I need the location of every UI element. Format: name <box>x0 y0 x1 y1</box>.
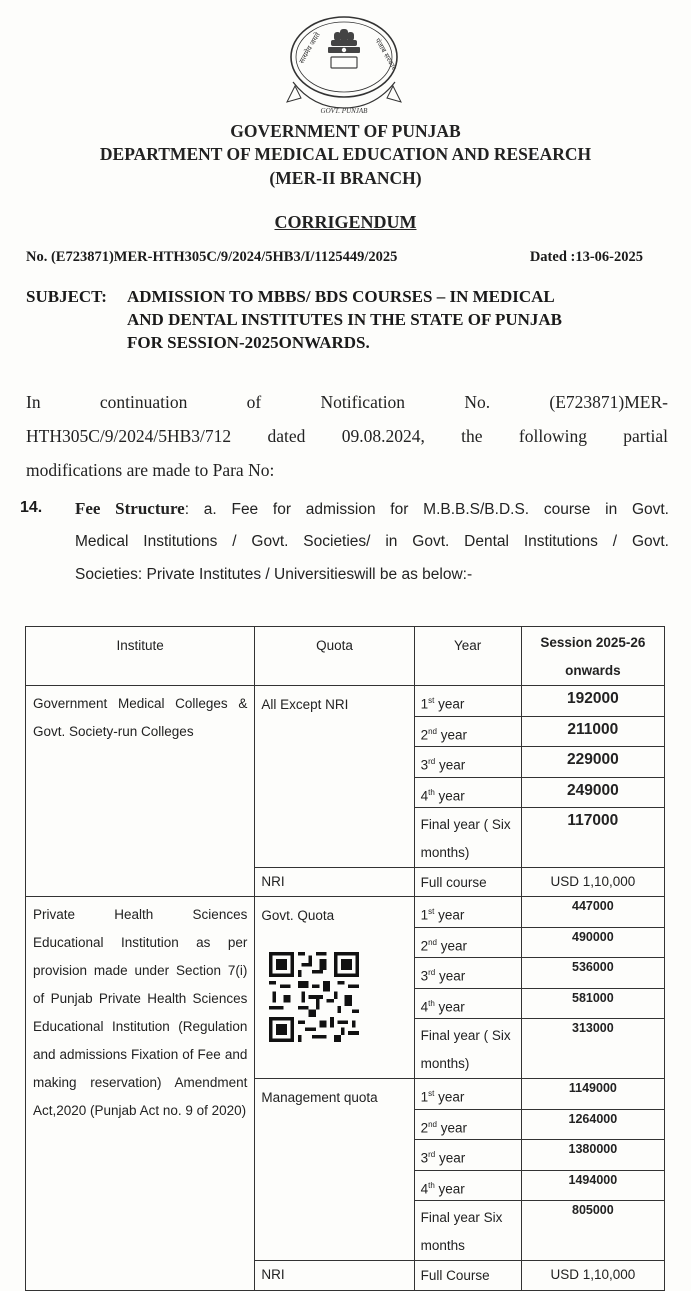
intro-line-2: HTH305C/9/2024/5HB3/712 dated 09.08.2024, the following partial <box>26 426 668 446</box>
institute-govt: Government Medical Colleges & Govt. Society-run Colleges <box>26 686 255 897</box>
year-cell: 4th year <box>414 988 521 1019</box>
year-cell: 4th year <box>414 1170 521 1201</box>
year-cell: 1st year <box>414 686 521 717</box>
header-session: Session 2025-26 onwards <box>521 627 664 686</box>
year-cell: 3rd year <box>414 747 521 778</box>
header-institute: Institute <box>26 627 255 686</box>
svg-text:GOVT. PUNJAB: GOVT. PUNJAB <box>320 107 368 115</box>
fee-value: 249000 <box>521 777 664 808</box>
subject-label: SUBJECT: <box>26 287 107 306</box>
fee-value: 1380000 <box>521 1140 664 1171</box>
year-cell: 1st year <box>414 1079 521 1110</box>
quota-management: Management quota <box>255 1079 414 1261</box>
fee-value: 229000 <box>521 747 664 778</box>
fee-line-2: Medical Institutions / Govt. Societies/ in Govt. Dental Institutions / Govt. <box>75 533 669 550</box>
subject-line-2: AND DENTAL INSTITUTES IN THE STATE OF PUNJAB <box>127 310 563 329</box>
fee-value: 581000 <box>521 988 664 1019</box>
document-date: Dated :13-06-2025 <box>529 249 643 265</box>
fee-table <box>25 626 665 1291</box>
year-cell: 2nd year <box>414 1109 521 1140</box>
quota-all-except-nri: All Except NRI <box>255 686 414 868</box>
fee-value: USD 1,10,000 <box>521 1261 664 1291</box>
fee-value: 211000 <box>521 716 664 747</box>
document-title: CORRIGENDUM <box>274 212 417 232</box>
year-cell: Final year ( Six months) <box>414 808 521 868</box>
govt-name: GOVERNMENT OF PUNJAB <box>230 121 461 141</box>
year-cell: 4th year <box>414 777 521 808</box>
para-number: 14. <box>20 499 43 516</box>
quota-nri-private: NRI <box>255 1261 414 1291</box>
quota-nri: NRI <box>255 868 414 897</box>
fee-value: 1494000 <box>521 1170 664 1201</box>
quota-govt: Govt. Quota <box>255 897 414 1079</box>
year-cell: 3rd year <box>414 1140 521 1171</box>
year-cell: Final year ( Six months) <box>414 1019 521 1079</box>
year-cell: Full course <box>414 868 521 897</box>
fee-value: 192000 <box>521 686 664 717</box>
year-cell: 3rd year <box>414 958 521 989</box>
subject-line-3: FOR SESSION-2025ONWARDS. <box>127 333 370 352</box>
header-quota: Quota <box>255 627 414 686</box>
fee-value: 536000 <box>521 958 664 989</box>
fee-value: 117000 <box>521 808 664 868</box>
lion-capital-icon <box>328 29 360 68</box>
fee-value: 805000 <box>521 1201 664 1261</box>
year-cell: 2nd year <box>414 927 521 958</box>
intro-line-3: modifications are made to Para No: <box>26 460 275 480</box>
table-row <box>26 897 665 928</box>
year-cell: Final year Six months <box>414 1201 521 1261</box>
fee-line-3: Societies: Private Institutes / Universitieswill be as below:- <box>75 566 473 583</box>
fee-value: 447000 <box>521 897 664 928</box>
fee-line-1: Fee Structure: a. Fee for admission for M.B.B.S/B.D.S. course in Govt. <box>75 499 669 518</box>
qr-code-icon <box>269 952 359 1042</box>
svg-text:पंजाब सरकार: पंजाब सरकार <box>373 37 398 72</box>
fee-value: 313000 <box>521 1019 664 1079</box>
table-header-row <box>26 627 665 686</box>
reference-number: No. (E723871)MER-HTH305C/9/2024/5HB3/I/1125449/2025 <box>26 249 398 265</box>
fee-value: 490000 <box>521 927 664 958</box>
table-row <box>26 686 665 717</box>
fee-value: 1264000 <box>521 1109 664 1140</box>
year-cell: 2nd year <box>414 716 521 747</box>
govt-punjab-emblem <box>273 12 415 116</box>
subject-line-1: ADMISSION TO MBBS/ BDS COURSES – IN MEDICAL <box>127 287 555 306</box>
year-cell: 1st year <box>414 897 521 928</box>
year-cell: Full Course <box>414 1261 521 1291</box>
header-year: Year <box>414 627 521 686</box>
department-name: DEPARTMENT OF MEDICAL EDUCATION AND RESEARCH <box>99 144 592 164</box>
fee-value: USD 1,10,000 <box>521 868 664 897</box>
intro-line-1: In continuation of Notification No. (E723871)MER- <box>26 392 668 412</box>
institute-private: Private Health Sciences Educational Institution as per provision made under Section 7(i) of Punjab Private Health Sciences Educational Institution (Regulation and admissions Fixation of Fee and making reservation) Amendment Act,2020 (Punjab Act no. 9 of 2020) <box>26 897 255 1291</box>
branch-name: (MER-II BRANCH) <box>269 168 422 188</box>
fee-value: 1149000 <box>521 1079 664 1110</box>
svg-text:सत्यमेव जयते: सत्यमेव जयते <box>297 31 322 65</box>
